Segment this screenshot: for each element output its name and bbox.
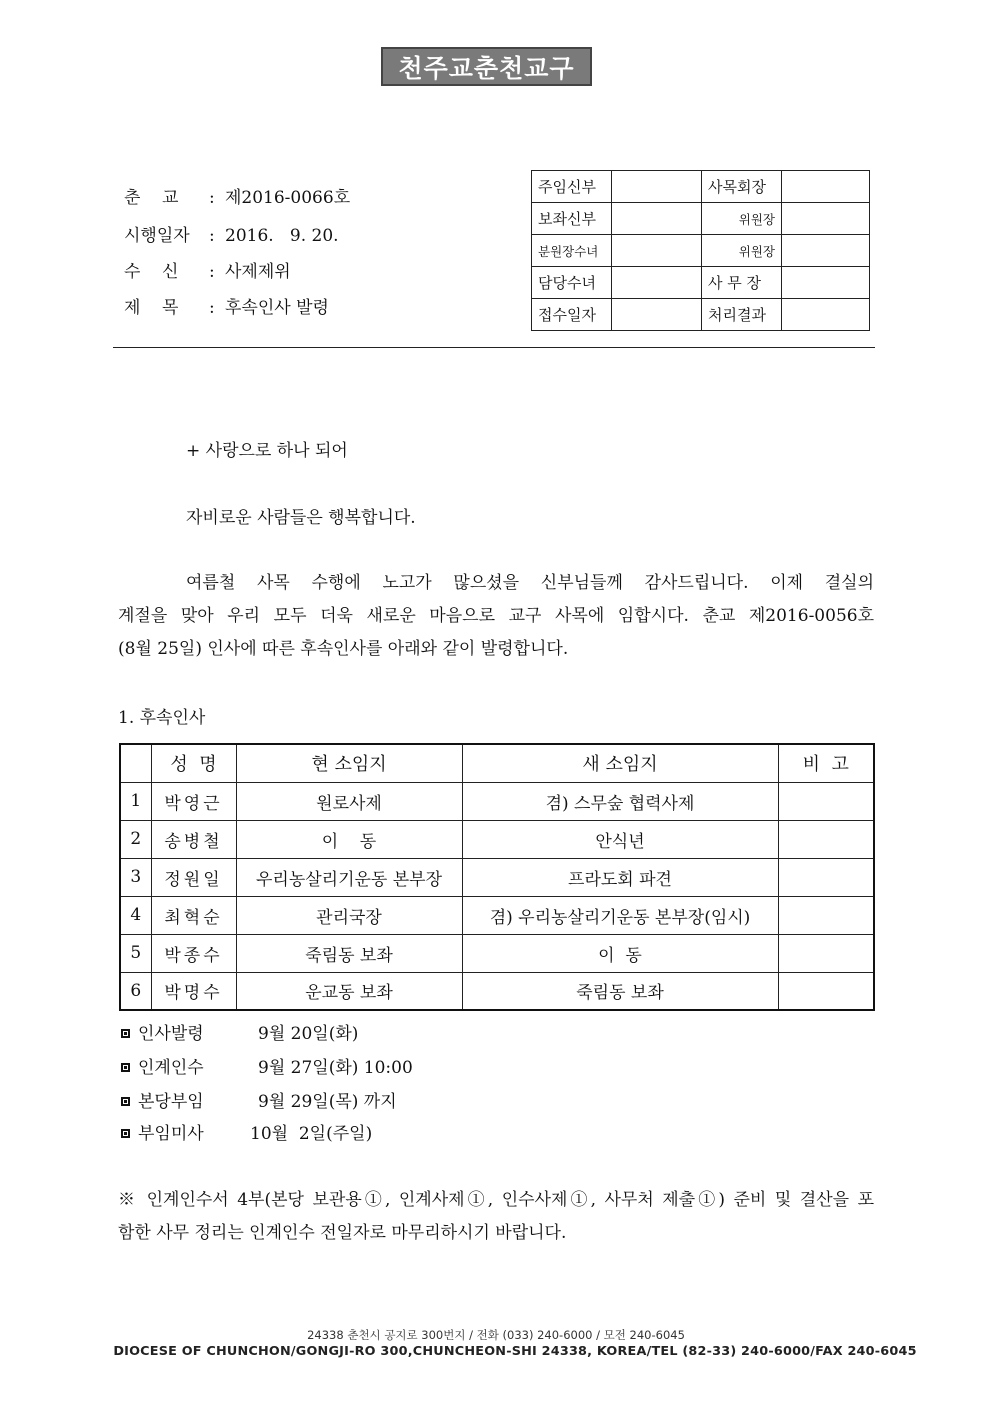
header-value: 2016. 9. 20. bbox=[225, 226, 339, 246]
footer-address-korean: 24338 춘천시 공지로 300번지 / 전화 (033) 240-6000 / 모전 240-6045 bbox=[307, 1328, 685, 1342]
new-post: 겸) 우리농살리기운동 본부장(임시) bbox=[462, 896, 778, 934]
approval-label: 처리결과 bbox=[702, 299, 782, 331]
approval-signature-cell[interactable] bbox=[612, 235, 702, 267]
remarks bbox=[778, 896, 874, 934]
header-label: 춘 교 bbox=[124, 188, 179, 208]
square-bullet-icon bbox=[121, 1063, 130, 1072]
header-separator: : bbox=[209, 226, 215, 246]
remarks bbox=[778, 972, 874, 1010]
approval-signature-cell[interactable] bbox=[782, 203, 870, 235]
header-separator: : bbox=[209, 262, 215, 282]
column-header: 새 소임지 bbox=[462, 744, 778, 782]
square-bullet-icon bbox=[121, 1097, 130, 1106]
approval-signature-cell[interactable] bbox=[782, 267, 870, 299]
section-title: 1. 후속인사 bbox=[118, 708, 206, 728]
current-post: 이 동 bbox=[236, 820, 462, 858]
schedule-label: 부임미사 bbox=[138, 1124, 204, 1144]
table-row bbox=[120, 972, 874, 1010]
table-row bbox=[120, 934, 874, 972]
new-post: 죽림동 보좌 bbox=[462, 972, 778, 1010]
current-post: 관리국장 bbox=[236, 896, 462, 934]
schedule-item bbox=[118, 1090, 397, 1114]
paragraph-line: (8월 25일) 인사에 따른 후속인사를 아래와 같이 발령합니다. bbox=[118, 639, 569, 659]
person-name: 최혁순 bbox=[151, 896, 236, 934]
approval-table bbox=[531, 170, 870, 331]
schedule-value: 10월 2일(주일) bbox=[250, 1124, 373, 1144]
row-number: 1 bbox=[120, 782, 151, 820]
row-number: 5 bbox=[120, 934, 151, 972]
diocese-logo: 천주교춘천교구 bbox=[381, 47, 592, 86]
footer-address-english: DIOCESE OF CHUNCHON/GONGJI-RO 300,CHUNCHEON-SHI 24338, KOREA/TEL (82-33) 240-6000/FAX 240-6045 bbox=[113, 1344, 917, 1359]
approval-row bbox=[532, 203, 870, 235]
table-row bbox=[120, 820, 874, 858]
beatitude: 자비로운 사람들은 행복합니다. bbox=[186, 508, 416, 528]
schedule-item bbox=[118, 1056, 413, 1080]
table-row bbox=[120, 858, 874, 896]
personnel-table bbox=[119, 743, 875, 1011]
table-header-row bbox=[120, 744, 874, 782]
row-number: 2 bbox=[120, 820, 151, 858]
approval-row bbox=[532, 171, 870, 203]
remarks bbox=[778, 782, 874, 820]
header-row-recipient bbox=[124, 260, 291, 284]
person-name: 송병철 bbox=[151, 820, 236, 858]
column-header: 현 소임지 bbox=[236, 744, 462, 782]
remarks bbox=[778, 934, 874, 972]
header-label: 제 목 bbox=[124, 298, 179, 318]
approval-label: 위원장 bbox=[702, 203, 782, 235]
approval-signature-cell[interactable] bbox=[612, 171, 702, 203]
current-post: 우리농살리기운동 본부장 bbox=[236, 858, 462, 896]
person-name: 박영근 bbox=[151, 782, 236, 820]
schedule-label: 본당부임 bbox=[138, 1092, 204, 1112]
table-row bbox=[120, 782, 874, 820]
schedule-value: 9월 20일(화) bbox=[258, 1024, 359, 1044]
header-row-doc-number bbox=[124, 186, 350, 210]
approval-signature-cell[interactable] bbox=[782, 171, 870, 203]
paragraph-line: 계절을 맞아 우리 모두 더욱 새로운 마음으로 교구 사목에 임합시다. 춘교 제2016-0056호 bbox=[118, 606, 874, 626]
header-label: 시행일자 bbox=[124, 226, 190, 246]
person-name: 박명수 bbox=[151, 972, 236, 1010]
approval-label: 위원장 bbox=[702, 235, 782, 267]
new-post: 겸) 스무숲 협력사제 bbox=[462, 782, 778, 820]
header-value: 후속인사 발령 bbox=[225, 298, 329, 318]
approval-label: 보좌신부 bbox=[532, 203, 612, 235]
approval-row bbox=[532, 299, 870, 331]
header-value: 사제제위 bbox=[225, 262, 291, 282]
current-post: 운교동 보좌 bbox=[236, 972, 462, 1010]
approval-label: 접수일자 bbox=[532, 299, 612, 331]
column-header: 성 명 bbox=[151, 744, 236, 782]
greeting: + 사랑으로 하나 되어 bbox=[186, 441, 348, 461]
new-post: 프라도회 파견 bbox=[462, 858, 778, 896]
schedule-label: 인계인수 bbox=[138, 1058, 204, 1078]
new-post: 이 동 bbox=[462, 934, 778, 972]
header-separator: : bbox=[209, 298, 215, 318]
header-label: 수 신 bbox=[124, 262, 179, 282]
approval-label: 담당수녀 bbox=[532, 267, 612, 299]
approval-row bbox=[532, 267, 870, 299]
approval-signature-cell[interactable] bbox=[782, 235, 870, 267]
current-post: 죽림동 보좌 bbox=[236, 934, 462, 972]
approval-row bbox=[532, 235, 870, 267]
schedule-item bbox=[118, 1122, 372, 1146]
header-row-subject bbox=[124, 296, 329, 320]
schedule-label: 인사발령 bbox=[138, 1024, 204, 1044]
approval-label: 사목회장 bbox=[702, 171, 782, 203]
table-row bbox=[120, 896, 874, 934]
new-post: 안식년 bbox=[462, 820, 778, 858]
header-separator: : bbox=[209, 188, 215, 208]
remarks bbox=[778, 820, 874, 858]
approval-label: 사 무 장 bbox=[702, 267, 782, 299]
remarks bbox=[778, 858, 874, 896]
column-header: 비 고 bbox=[778, 744, 874, 782]
square-bullet-icon bbox=[121, 1029, 130, 1038]
approval-signature-cell[interactable] bbox=[612, 267, 702, 299]
row-number: 3 bbox=[120, 858, 151, 896]
approval-label: 주임신부 bbox=[532, 171, 612, 203]
header-row-date bbox=[124, 224, 339, 248]
note-line: 함한 사무 정리는 인계인수 전일자로 마무리하시기 바랍니다. bbox=[118, 1223, 567, 1243]
row-number: 4 bbox=[120, 896, 151, 934]
square-bullet-icon bbox=[121, 1129, 130, 1138]
paragraph-line: 여름철 사목 수행에 노고가 많으셨을 신부님들께 감사드립니다. 이제 결실의 bbox=[186, 573, 874, 593]
column-header bbox=[120, 744, 151, 782]
row-number: 6 bbox=[120, 972, 151, 1010]
approval-signature-cell[interactable] bbox=[612, 203, 702, 235]
header-value: 제2016-0066호 bbox=[225, 188, 351, 208]
current-post: 원로사제 bbox=[236, 782, 462, 820]
schedule-value: 9월 29일(목) 까지 bbox=[258, 1092, 397, 1112]
approval-label: 분원장수녀 bbox=[532, 235, 612, 267]
approval-signature-cell[interactable] bbox=[612, 299, 702, 331]
schedule-item bbox=[118, 1022, 358, 1046]
schedule-value: 9월 27일(화) 10:00 bbox=[258, 1058, 413, 1078]
approval-signature-cell[interactable] bbox=[782, 299, 870, 331]
note-line: ※ 인계인수서 4부(본당 보관용①, 인계사제①, 인수사제①, 사무처 제출①) 준비 및 결산을 포 bbox=[118, 1190, 874, 1210]
header-divider bbox=[113, 347, 875, 348]
person-name: 박종수 bbox=[151, 934, 236, 972]
person-name: 정원일 bbox=[151, 858, 236, 896]
